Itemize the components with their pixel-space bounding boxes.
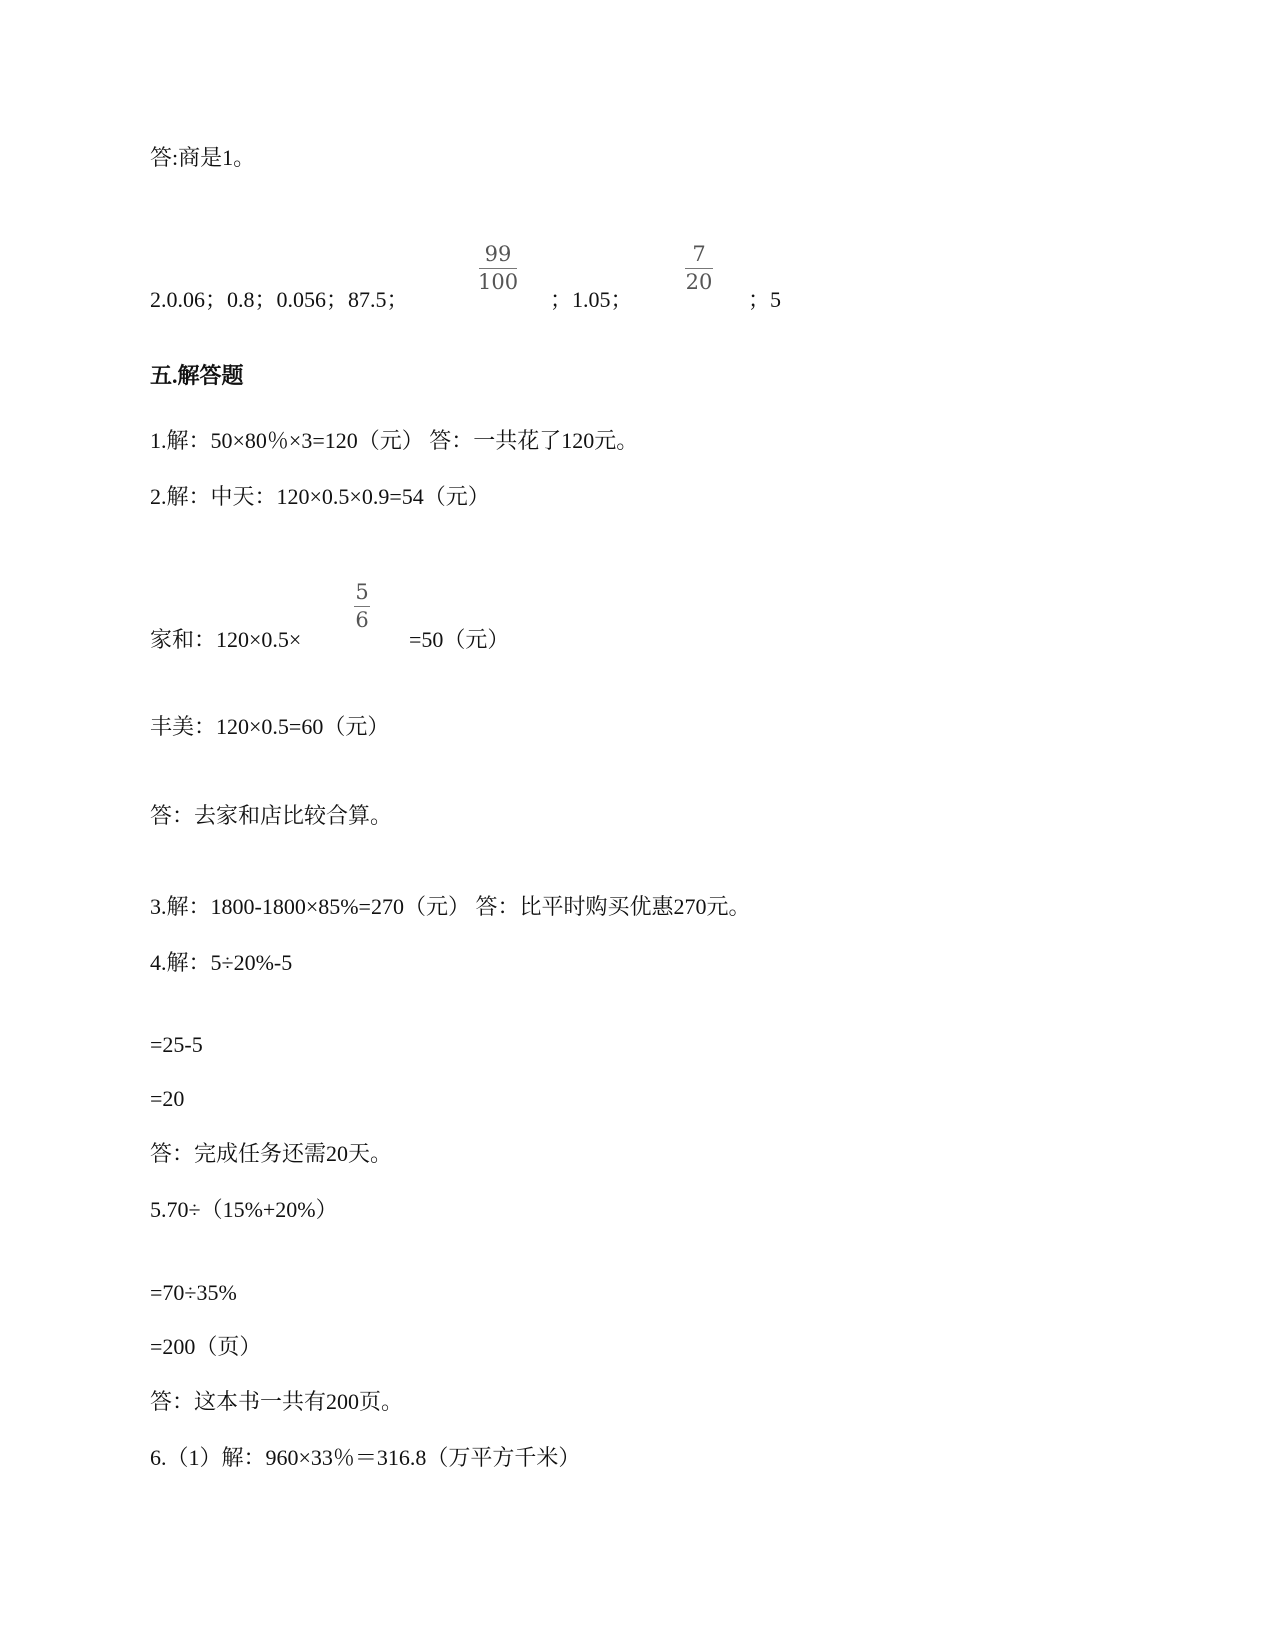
item-2-text-part1: 2.0.06；0.8；0.056；87.5； <box>150 287 409 312</box>
question-1: 1.解：50×80％×3=120（元） 答：一共花了120元。 <box>150 428 639 453</box>
fraction-numerator: 99 <box>484 242 512 266</box>
question-4-step-1: =25-5 <box>150 1032 203 1057</box>
question-6: 6.（1）解：960×33％＝316.8（万平方千米） <box>150 1445 581 1470</box>
fraction-denominator: 20 <box>685 270 713 294</box>
question-2-jiahe-text-b: =50（元） <box>409 627 510 652</box>
question-2: 2.解：中天：120×0.5×0.9=54（元） <box>150 484 490 509</box>
question-5-step-1: =70÷35% <box>150 1280 237 1305</box>
answer-quotient: 答:商是1。 <box>150 145 256 170</box>
fraction-5-6 <box>354 580 370 632</box>
question-5: 5.70÷（15%+20%） <box>150 1197 338 1222</box>
question-4: 4.解：5÷20%-5 <box>150 950 293 975</box>
question-2-fengmei: 丰美：120×0.5=60（元） <box>150 714 390 739</box>
item-2-text-part2: ；1.05； <box>550 287 633 312</box>
question-3: 3.解：1800-1800×85%=270（元） 答：比平时购买优惠270元。 <box>150 894 751 919</box>
fraction-numerator: 7 <box>692 242 706 266</box>
fraction-denominator: 6 <box>355 608 369 632</box>
question-2-jiahe-text-a: 家和：120×0.5× <box>150 627 302 652</box>
fraction-bar <box>479 268 517 269</box>
fraction-bar <box>685 268 713 269</box>
fraction-numerator: 5 <box>355 580 369 604</box>
question-4-step-2: =20 <box>150 1086 185 1111</box>
fraction-7-20 <box>685 242 713 294</box>
item-2-text-part3: ；5 <box>748 287 782 312</box>
question-5-answer: 答：这本书一共有200页。 <box>150 1389 404 1414</box>
question-4-answer: 答：完成任务还需20天。 <box>150 1141 393 1166</box>
fraction-bar <box>354 606 370 607</box>
fraction-99-100 <box>478 242 518 294</box>
fraction-denominator: 100 <box>478 270 519 294</box>
question-5-step-2: =200（页） <box>150 1334 262 1359</box>
section-title: 五.解答题 <box>150 363 244 388</box>
question-2-answer: 答：去家和店比较合算。 <box>150 803 393 828</box>
